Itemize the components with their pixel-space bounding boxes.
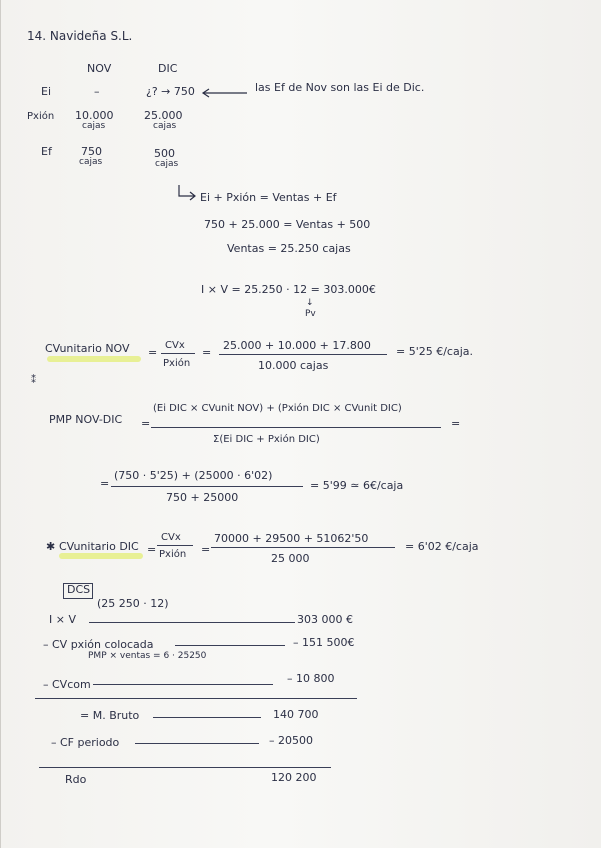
page-title: 14. Navideña S.L. — [27, 29, 133, 43]
highlighter-mark — [47, 356, 141, 362]
pxion-dic-value: 25.000 — [144, 109, 183, 122]
equals-sign: = — [451, 417, 461, 430]
cv-nov-frac1-num: CVx — [165, 340, 185, 351]
cv-nov-frac2-den: 10.000 cajas — [258, 359, 329, 372]
ledger-row2-note: PMP × ventas = 6 · 25250 — [88, 651, 207, 661]
equals-sign: = — [141, 417, 151, 430]
ledger-row6-value: 120 200 — [271, 771, 317, 784]
fraction-bar — [211, 547, 395, 548]
ledger-row5-value: – 20500 — [269, 734, 313, 747]
ledger-row1-label: I × V — [49, 613, 76, 626]
ledger-row2-label: – CV pxión colocada — [43, 638, 154, 651]
pmp-frac2-num: (750 · 5'25) + (25000 · 6'02) — [114, 469, 273, 482]
ef-dic-value: 500 — [154, 147, 175, 160]
cv-dic-frac2-num: 70000 + 29500 + 51062'50 — [214, 532, 369, 545]
ledger-rule — [135, 743, 259, 744]
arrow-note: las Ef de Nov son las Ei de Dic. — [255, 81, 425, 94]
pxion-dic-unit: cajas — [153, 121, 177, 131]
pmp-frac2-den: 750 + 25000 — [166, 491, 239, 504]
pxion-nov-value: 10.000 — [75, 109, 114, 122]
cv-dic-label: CVunitario DIC — [59, 540, 139, 553]
cv-nov-frac1-den: Pxión — [163, 358, 191, 369]
col-header-dic: DIC — [158, 62, 178, 75]
ledger-rule — [153, 717, 261, 718]
equals-sign: = — [202, 346, 212, 359]
ef-nov-unit: cajas — [79, 157, 103, 167]
fraction-bar — [157, 545, 193, 546]
ledger-row4-label: = M. Bruto — [80, 709, 140, 722]
cv-dic-frac1-den: Pxión — [159, 549, 187, 560]
ledger-row3-label: – CVcom — [43, 678, 91, 691]
revenue-line: I × V = 25.250 · 12 = 303.000€ — [201, 283, 376, 296]
ei-dic-value: ¿? → 750 — [146, 85, 195, 98]
equals-sign: = — [147, 543, 157, 556]
bleed-through-area — [456, 10, 601, 848]
row-label-ef: Ef — [41, 145, 52, 158]
fraction-bar — [111, 486, 303, 487]
ledger-rule — [175, 645, 285, 646]
pmp-numerator: (Ei DIC × CVunit NOV) + (Pxión DIC × CVunit DIC) — [153, 403, 402, 414]
asterisk-mark: ✱ — [46, 540, 56, 553]
pxion-nov-unit: cajas — [82, 121, 106, 131]
row-label-pxion: Pxión — [27, 111, 55, 122]
pmp-result: = 5'99 ≃ 6€/caja — [310, 479, 404, 492]
cv-dic-result: = 6'02 €/caja — [405, 540, 479, 553]
ef-nov-value: 750 — [81, 145, 102, 158]
equation-line-1: Ei + Pxión = Ventas + Ef — [200, 191, 337, 204]
cv-nov-label: CVunitario NOV — [45, 342, 130, 355]
cv-nov-frac2-num: 25.000 + 10.000 + 17.800 — [223, 339, 371, 352]
subtotal-rule — [35, 698, 357, 699]
equation-line-2: 750 + 25.000 = Ventas + 500 — [204, 218, 371, 231]
ledger-rule — [89, 622, 295, 623]
ledger-row1-note: (25 250 · 12) — [97, 597, 169, 610]
dcs-title: DCS — [67, 583, 91, 596]
ledger-row3-value: – 10 800 — [287, 672, 335, 685]
equals-sign: = — [201, 543, 211, 556]
equation-line-3: Ventas = 25.250 cajas — [227, 242, 351, 255]
ledger-row2-value: – 151 500€ — [293, 636, 355, 649]
pv-label: Pv — [305, 309, 316, 319]
ei-nov-value: – — [94, 85, 100, 98]
ledger-row6-label: Rdo — [65, 773, 87, 786]
ef-dic-unit: cajas — [155, 159, 179, 169]
ledger-row5-label: – CF periodo — [51, 736, 120, 749]
cv-nov-result: = 5'25 €/caja. — [396, 345, 474, 358]
pmp-label: PMP NOV-DIC — [49, 413, 123, 426]
ledger-rule — [93, 684, 273, 685]
fraction-bar — [151, 427, 441, 428]
fraction-bar — [219, 354, 387, 355]
pmp-denominator: Σ(Ei DIC + Pxión DIC) — [213, 434, 320, 445]
left-arrow-icon — [201, 88, 249, 98]
row-label-ei: Ei — [41, 85, 52, 98]
total-rule — [39, 767, 331, 768]
highlighter-mark — [59, 553, 143, 559]
fraction-bar — [161, 353, 195, 354]
cv-dic-frac1-num: CVx — [161, 532, 181, 543]
ledger-row1-value: 303 000 € — [297, 613, 353, 626]
equals-sign: = — [100, 477, 110, 490]
hook-arrow-icon — [177, 184, 199, 202]
equals-sign: = — [148, 346, 158, 359]
scribble-mark: ⁑ — [31, 375, 36, 386]
ledger-row4-value: 140 700 — [273, 708, 319, 721]
cv-dic-frac2-den: 25 000 — [271, 552, 310, 565]
col-header-nov: NOV — [87, 62, 112, 75]
down-arrow-icon: ↓ — [306, 298, 314, 308]
